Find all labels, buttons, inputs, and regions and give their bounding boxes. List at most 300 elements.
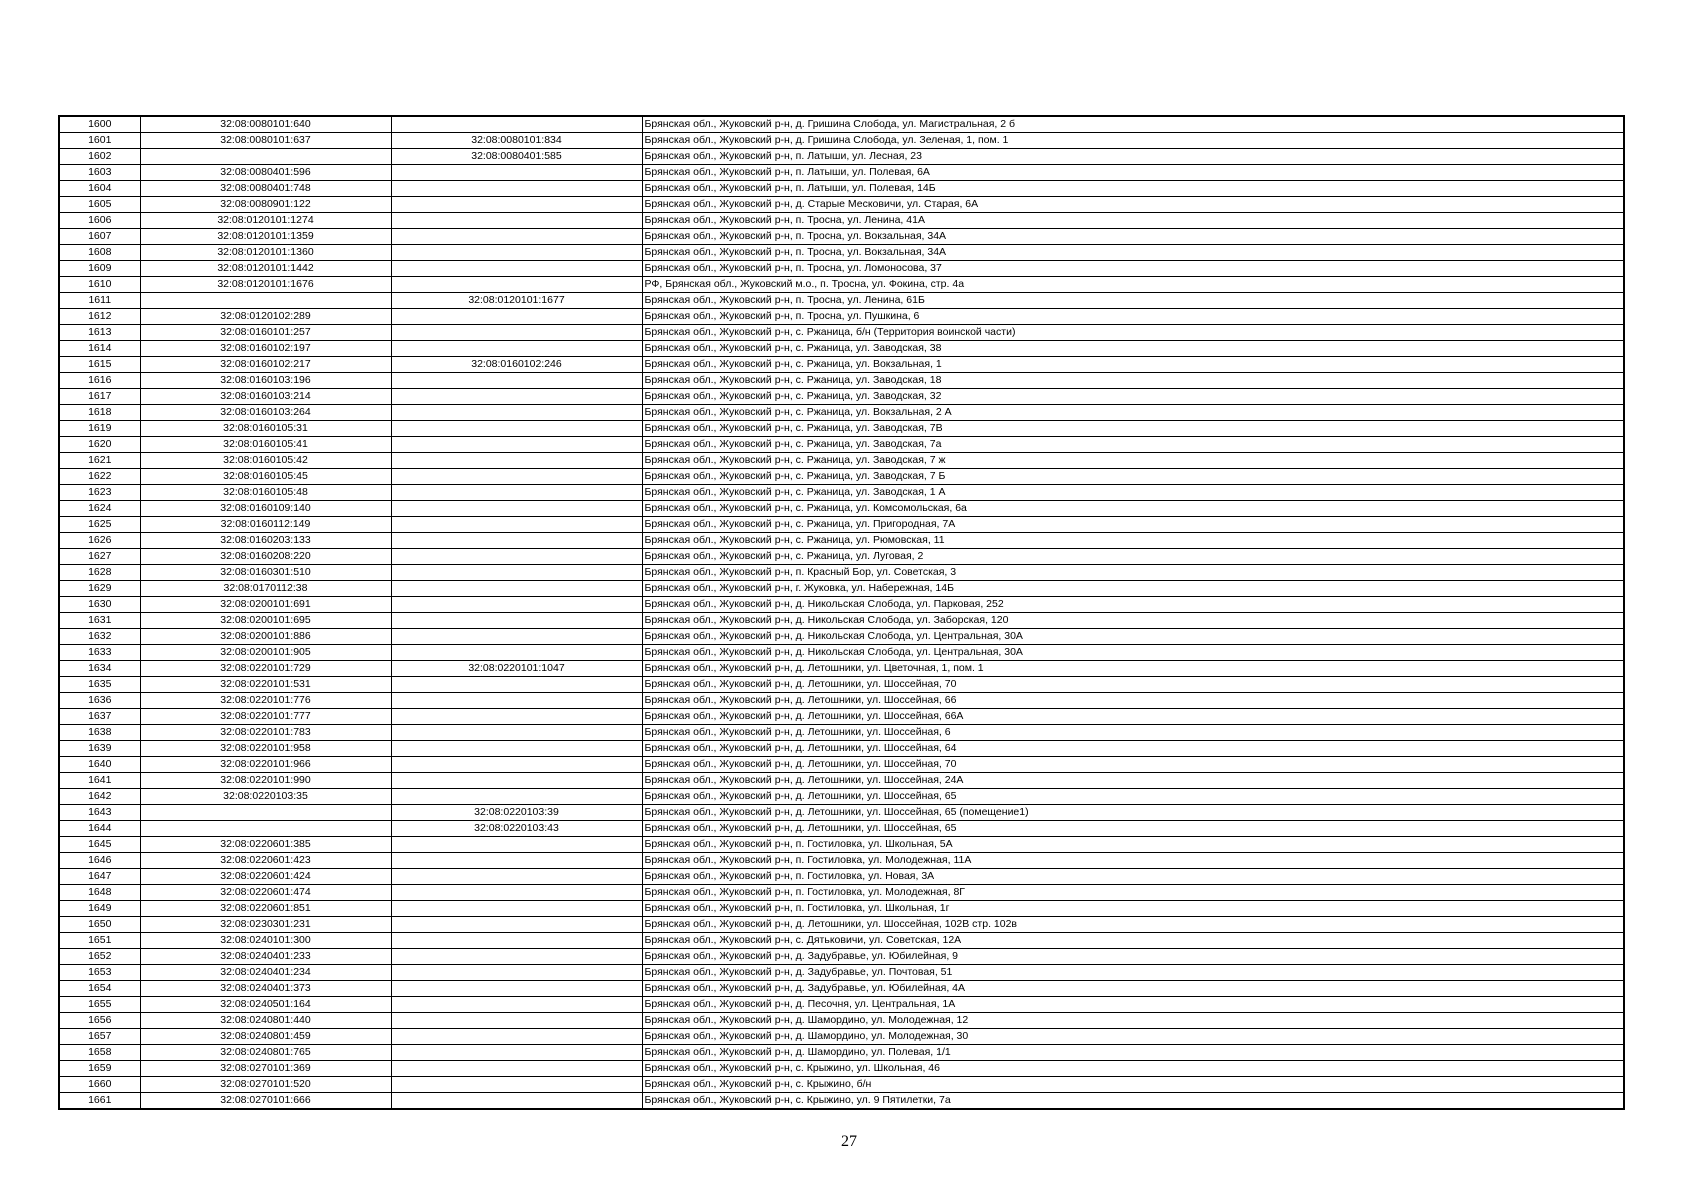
linked-cadastral-number-cell — [391, 197, 642, 213]
table-row — [59, 901, 1624, 917]
row-number-cell: 1652 — [59, 949, 140, 965]
table-row — [59, 693, 1624, 709]
table-row — [59, 421, 1624, 437]
table-row — [59, 885, 1624, 901]
table-row — [59, 309, 1624, 325]
linked-cadastral-number-cell — [391, 213, 642, 229]
cadastral-number-cell: 32:08:0220101:777 — [140, 709, 391, 725]
cadastral-number-cell: 32:08:0240401:233 — [140, 949, 391, 965]
address-cell: Брянская обл., Жуковский р-н, с. Ржаница, ул. Заводская, 7а — [642, 437, 1624, 453]
address-cell: Брянская обл., Жуковский р-н, д. Задубравье, ул. Юбилейная, 4А — [642, 981, 1624, 997]
linked-cadastral-number-cell — [391, 229, 642, 245]
table-row — [59, 501, 1624, 517]
row-number-cell: 1605 — [59, 197, 140, 213]
cadastral-number-cell: 32:08:0220101:729 — [140, 661, 391, 677]
address-cell: Брянская обл., Жуковский р-н, с. Ржаница, б/н (Территория воинской части) — [642, 325, 1624, 341]
table-row — [59, 469, 1624, 485]
linked-cadastral-number-cell: 32:08:0220101:1047 — [391, 661, 642, 677]
linked-cadastral-number-cell — [391, 341, 642, 357]
cadastral-number-cell: 32:08:0080901:122 — [140, 197, 391, 213]
table-row — [59, 293, 1624, 309]
table-row — [59, 949, 1624, 965]
linked-cadastral-number-cell — [391, 613, 642, 629]
cadastral-number-cell: 32:08:0160103:214 — [140, 389, 391, 405]
linked-cadastral-number-cell — [391, 885, 642, 901]
address-cell: Брянская обл., Жуковский р-н, п. Гостиловка, ул. Молодежная, 11А — [642, 853, 1624, 869]
cadastral-number-cell: 32:08:0160203:133 — [140, 533, 391, 549]
table-row — [59, 341, 1624, 357]
cadastral-number-cell: 32:08:0080401:596 — [140, 165, 391, 181]
linked-cadastral-number-cell — [391, 1045, 642, 1061]
cadastral-number-cell: 32:08:0220101:531 — [140, 677, 391, 693]
address-cell: Брянская обл., Жуковский р-н, п. Тросна, ул. Пушкина, 6 — [642, 309, 1624, 325]
row-number-cell: 1655 — [59, 997, 140, 1013]
table-row — [59, 597, 1624, 613]
row-number-cell: 1607 — [59, 229, 140, 245]
table-row — [59, 997, 1624, 1013]
cadastral-number-cell: 32:08:0160208:220 — [140, 549, 391, 565]
cadastral-number-cell: 32:08:0160105:42 — [140, 453, 391, 469]
cadastral-number-cell: 32:08:0080401:748 — [140, 181, 391, 197]
row-number-cell: 1625 — [59, 517, 140, 533]
address-cell: Брянская обл., Жуковский р-н, д. Летошники, ул. Шоссейная, 6 — [642, 725, 1624, 741]
row-number-cell: 1645 — [59, 837, 140, 853]
cadastral-number-cell: 32:08:0220601:474 — [140, 885, 391, 901]
address-cell: Брянская обл., Жуковский р-н, с. Дятьковичи, ул. Советская, 12А — [642, 933, 1624, 949]
row-number-cell: 1620 — [59, 437, 140, 453]
address-cell: Брянская обл., Жуковский р-н, д. Шамордино, ул. Полевая, 1/1 — [642, 1045, 1624, 1061]
address-cell: Брянская обл., Жуковский р-н, п. Тросна, ул. Вокзальная, 34А — [642, 229, 1624, 245]
cadastral-number-cell: 32:08:0270101:369 — [140, 1061, 391, 1077]
address-cell: Брянская обл., Жуковский р-н, д. Гришина Слобода, ул. Магистральная, 2 б — [642, 116, 1624, 133]
linked-cadastral-number-cell: 32:08:0220103:39 — [391, 805, 642, 821]
row-number-cell: 1602 — [59, 149, 140, 165]
address-cell: Брянская обл., Жуковский р-н, с. Ржаница, ул. Пригородная, 7А — [642, 517, 1624, 533]
address-cell: Брянская обл., Жуковский р-н, п. Латыши, ул. Лесная, 23 — [642, 149, 1624, 165]
table-row — [59, 453, 1624, 469]
address-cell: Брянская обл., Жуковский р-н, д. Никольская Слобода, ул. Центральная, 30А — [642, 629, 1624, 645]
linked-cadastral-number-cell: 32:08:0080401:585 — [391, 149, 642, 165]
row-number-cell: 1642 — [59, 789, 140, 805]
address-cell: Брянская обл., Жуковский р-н, д. Летошники, ул. Шоссейная, 102В стр. 102в — [642, 917, 1624, 933]
linked-cadastral-number-cell — [391, 693, 642, 709]
linked-cadastral-number-cell — [391, 677, 642, 693]
table-body — [59, 116, 1624, 1109]
cadastral-number-cell: 32:08:0120102:289 — [140, 309, 391, 325]
linked-cadastral-number-cell — [391, 421, 642, 437]
address-cell: Брянская обл., Жуковский р-н, д. Летошники, ул. Шоссейная, 70 — [642, 677, 1624, 693]
address-cell: Брянская обл., Жуковский р-н, с. Ржаница, ул. Луговая, 2 — [642, 549, 1624, 565]
property-table — [58, 115, 1625, 1110]
cadastral-number-cell: 32:08:0220101:776 — [140, 693, 391, 709]
address-cell: Брянская обл., Жуковский р-н, с. Ржаница, ул. Заводская, 18 — [642, 373, 1624, 389]
table-row — [59, 437, 1624, 453]
row-number-cell: 1627 — [59, 549, 140, 565]
row-number-cell: 1631 — [59, 613, 140, 629]
row-number-cell: 1606 — [59, 213, 140, 229]
address-cell: Брянская обл., Жуковский р-н, д. Летошники, ул. Шоссейная, 65 (помещение1) — [642, 805, 1624, 821]
cadastral-number-cell: 32:08:0120101:1359 — [140, 229, 391, 245]
linked-cadastral-number-cell — [391, 277, 642, 293]
row-number-cell: 1636 — [59, 693, 140, 709]
cadastral-number-cell: 32:08:0200101:905 — [140, 645, 391, 661]
row-number-cell: 1603 — [59, 165, 140, 181]
address-cell: Брянская обл., Жуковский р-н, с. Крыжино, ул. Школьная, 46 — [642, 1061, 1624, 1077]
cadastral-number-cell: 32:08:0220101:966 — [140, 757, 391, 773]
address-cell: Брянская обл., Жуковский р-н, с. Ржаница, ул. Заводская, 32 — [642, 389, 1624, 405]
address-cell: Брянская обл., Жуковский р-н, с. Ржаница, ул. Заводская, 7 ж — [642, 453, 1624, 469]
row-number-cell: 1600 — [59, 116, 140, 133]
address-cell: Брянская обл., Жуковский р-н, д. Летошники, ул. Шоссейная, 24А — [642, 773, 1624, 789]
linked-cadastral-number-cell — [391, 453, 642, 469]
table-row — [59, 245, 1624, 261]
linked-cadastral-number-cell — [391, 501, 642, 517]
row-number-cell: 1641 — [59, 773, 140, 789]
table-row — [59, 981, 1624, 997]
address-cell: Брянская обл., Жуковский р-н, п. Тросна, ул. Ленина, 61Б — [642, 293, 1624, 309]
address-cell: Брянская обл., Жуковский р-н, с. Ржаница, ул. Комсомольская, 6а — [642, 501, 1624, 517]
linked-cadastral-number-cell: 32:08:0160102:246 — [391, 357, 642, 373]
linked-cadastral-number-cell — [391, 165, 642, 181]
row-number-cell: 1648 — [59, 885, 140, 901]
table-row — [59, 661, 1624, 677]
linked-cadastral-number-cell — [391, 1093, 642, 1110]
row-number-cell: 1653 — [59, 965, 140, 981]
address-cell: Брянская обл., Жуковский р-н, д. Гришина Слобода, ул. Зеленая, 1, пом. 1 — [642, 133, 1624, 149]
linked-cadastral-number-cell — [391, 901, 642, 917]
row-number-cell: 1630 — [59, 597, 140, 613]
table-row — [59, 917, 1624, 933]
row-number-cell: 1637 — [59, 709, 140, 725]
table-row — [59, 1045, 1624, 1061]
linked-cadastral-number-cell — [391, 405, 642, 421]
table-row — [59, 789, 1624, 805]
address-cell: Брянская обл., Жуковский р-н, п. Гостиловка, ул. Новая, 3А — [642, 869, 1624, 885]
address-cell: Брянская обл., Жуковский р-н, с. Ржаница, ул. Вокзальная, 1 — [642, 357, 1624, 373]
cadastral-number-cell: 32:08:0240801:765 — [140, 1045, 391, 1061]
address-cell: Брянская обл., Жуковский р-н, с. Ржаница, ул. Вокзальная, 2 А — [642, 405, 1624, 421]
cadastral-number-cell — [140, 821, 391, 837]
row-number-cell: 1656 — [59, 1013, 140, 1029]
table-row — [59, 773, 1624, 789]
linked-cadastral-number-cell — [391, 789, 642, 805]
linked-cadastral-number-cell — [391, 853, 642, 869]
address-cell: Брянская обл., Жуковский р-н, с. Ржаница, ул. Заводская, 7 Б — [642, 469, 1624, 485]
linked-cadastral-number-cell — [391, 997, 642, 1013]
linked-cadastral-number-cell — [391, 597, 642, 613]
row-number-cell: 1614 — [59, 341, 140, 357]
table-row — [59, 581, 1624, 597]
linked-cadastral-number-cell: 32:08:0120101:1677 — [391, 293, 642, 309]
cadastral-number-cell: 32:08:0220101:783 — [140, 725, 391, 741]
table-row — [59, 677, 1624, 693]
row-number-cell: 1609 — [59, 261, 140, 277]
table-row — [59, 613, 1624, 629]
linked-cadastral-number-cell — [391, 533, 642, 549]
linked-cadastral-number-cell: 32:08:0220103:43 — [391, 821, 642, 837]
address-cell: Брянская обл., Жуковский р-н, д. Никольская Слобода, ул. Заборская, 120 — [642, 613, 1624, 629]
row-number-cell: 1612 — [59, 309, 140, 325]
linked-cadastral-number-cell — [391, 917, 642, 933]
row-number-cell: 1601 — [59, 133, 140, 149]
row-number-cell: 1649 — [59, 901, 140, 917]
cadastral-number-cell: 32:08:0170112:38 — [140, 581, 391, 597]
linked-cadastral-number-cell — [391, 389, 642, 405]
table-row — [59, 197, 1624, 213]
row-number-cell: 1639 — [59, 741, 140, 757]
row-number-cell: 1617 — [59, 389, 140, 405]
cadastral-number-cell: 32:08:0120101:1274 — [140, 213, 391, 229]
address-cell: Брянская обл., Жуковский р-н, д. Шамордино, ул. Молодежная, 30 — [642, 1029, 1624, 1045]
cadastral-number-cell: 32:08:0120101:1442 — [140, 261, 391, 277]
linked-cadastral-number-cell — [391, 581, 642, 597]
linked-cadastral-number-cell — [391, 629, 642, 645]
row-number-cell: 1613 — [59, 325, 140, 341]
address-cell: Брянская обл., Жуковский р-н, с. Ржаница, ул. Заводская, 38 — [642, 341, 1624, 357]
cadastral-number-cell: 32:08:0160102:217 — [140, 357, 391, 373]
cadastral-number-cell: 32:08:0220103:35 — [140, 789, 391, 805]
address-cell: Брянская обл., Жуковский р-н, п. Гостиловка, ул. Школьная, 5А — [642, 837, 1624, 853]
cadastral-number-cell: 32:08:0200101:691 — [140, 597, 391, 613]
row-number-cell: 1651 — [59, 933, 140, 949]
row-number-cell: 1628 — [59, 565, 140, 581]
table-row — [59, 517, 1624, 533]
linked-cadastral-number-cell — [391, 1077, 642, 1093]
address-cell: Брянская обл., Жуковский р-н, п. Латыши, ул. Полевая, 14Б — [642, 181, 1624, 197]
row-number-cell: 1632 — [59, 629, 140, 645]
cadastral-number-cell: 32:08:0080101:640 — [140, 116, 391, 133]
linked-cadastral-number-cell — [391, 709, 642, 725]
linked-cadastral-number-cell — [391, 437, 642, 453]
address-cell: Брянская обл., Жуковский р-н, д. Летошники, ул. Шоссейная, 66 — [642, 693, 1624, 709]
address-cell: Брянская обл., Жуковский р-н, п. Тросна, ул. Ленина, 41А — [642, 213, 1624, 229]
row-number-cell: 1657 — [59, 1029, 140, 1045]
row-number-cell: 1640 — [59, 757, 140, 773]
linked-cadastral-number-cell — [391, 565, 642, 581]
cadastral-number-cell: 32:08:0160102:197 — [140, 341, 391, 357]
table-row — [59, 549, 1624, 565]
table-row — [59, 325, 1624, 341]
cadastral-number-cell: 32:08:0120101:1676 — [140, 277, 391, 293]
linked-cadastral-number-cell — [391, 517, 642, 533]
row-number-cell: 1615 — [59, 357, 140, 373]
address-cell: Брянская обл., Жуковский р-н, д. Летошники, ул. Шоссейная, 66А — [642, 709, 1624, 725]
cadastral-number-cell: 32:08:0120101:1360 — [140, 245, 391, 261]
cadastral-number-cell: 32:08:0270101:666 — [140, 1093, 391, 1110]
row-number-cell: 1658 — [59, 1045, 140, 1061]
cadastral-number-cell: 32:08:0220601:385 — [140, 837, 391, 853]
address-cell: Брянская обл., Жуковский р-н, д. Задубравье, ул. Почтовая, 51 — [642, 965, 1624, 981]
table-row — [59, 133, 1624, 149]
row-number-cell: 1661 — [59, 1093, 140, 1110]
table-row — [59, 533, 1624, 549]
table-row — [59, 725, 1624, 741]
row-number-cell: 1660 — [59, 1077, 140, 1093]
address-cell: РФ, Брянская обл., Жуковский м.о., п. Тросна, ул. Фокина, стр. 4а — [642, 277, 1624, 293]
address-cell: Брянская обл., Жуковский р-н, с. Ржаница, ул. Заводская, 7В — [642, 421, 1624, 437]
linked-cadastral-number-cell — [391, 485, 642, 501]
linked-cadastral-number-cell — [391, 933, 642, 949]
row-number-cell: 1634 — [59, 661, 140, 677]
row-number-cell: 1646 — [59, 853, 140, 869]
address-cell: Брянская обл., Жуковский р-н, п. Латыши, ул. Полевая, 6А — [642, 165, 1624, 181]
linked-cadastral-number-cell — [391, 261, 642, 277]
page-number: 27 — [841, 1133, 857, 1150]
address-cell: Брянская обл., Жуковский р-н, с. Крыжино, ул. 9 Пятилетки, 7а — [642, 1093, 1624, 1110]
cadastral-number-cell: 32:08:0220601:424 — [140, 869, 391, 885]
linked-cadastral-number-cell — [391, 773, 642, 789]
row-number-cell: 1629 — [59, 581, 140, 597]
row-number-cell: 1610 — [59, 277, 140, 293]
address-cell: Брянская обл., Жуковский р-н, д. Никольская Слобода, ул. Центральная, 30А — [642, 645, 1624, 661]
row-number-cell: 1618 — [59, 405, 140, 421]
address-cell: Брянская обл., Жуковский р-н, п. Красный Бор, ул. Советская, 3 — [642, 565, 1624, 581]
cadastral-number-cell: 32:08:0240801:459 — [140, 1029, 391, 1045]
table-row — [59, 645, 1624, 661]
cadastral-number-cell: 32:08:0160105:45 — [140, 469, 391, 485]
cadastral-number-cell: 32:08:0160101:257 — [140, 325, 391, 341]
cadastral-number-cell: 32:08:0160103:196 — [140, 373, 391, 389]
linked-cadastral-number-cell — [391, 1029, 642, 1045]
table-row — [59, 261, 1624, 277]
linked-cadastral-number-cell — [391, 645, 642, 661]
table-row — [59, 277, 1624, 293]
row-number-cell: 1608 — [59, 245, 140, 261]
linked-cadastral-number-cell — [391, 981, 642, 997]
row-number-cell: 1616 — [59, 373, 140, 389]
table-row — [59, 869, 1624, 885]
row-number-cell: 1619 — [59, 421, 140, 437]
table-row — [59, 373, 1624, 389]
linked-cadastral-number-cell — [391, 725, 642, 741]
table-row — [59, 709, 1624, 725]
address-cell: Брянская обл., Жуковский р-н, д. Никольская Слобода, ул. Парковая, 252 — [642, 597, 1624, 613]
table-row — [59, 405, 1624, 421]
row-number-cell: 1624 — [59, 501, 140, 517]
table-row — [59, 837, 1624, 853]
cadastral-number-cell: 32:08:0080101:637 — [140, 133, 391, 149]
linked-cadastral-number-cell — [391, 837, 642, 853]
cadastral-number-cell: 32:08:0160301:510 — [140, 565, 391, 581]
table-row — [59, 565, 1624, 581]
cadastral-number-cell — [140, 805, 391, 821]
cadastral-number-cell: 32:08:0240401:234 — [140, 965, 391, 981]
table-row — [59, 1077, 1624, 1093]
table-row — [59, 741, 1624, 757]
cadastral-number-cell: 32:08:0270101:520 — [140, 1077, 391, 1093]
linked-cadastral-number-cell — [391, 1061, 642, 1077]
table-row — [59, 853, 1624, 869]
cadastral-number-cell — [140, 293, 391, 309]
table-row — [59, 1013, 1624, 1029]
row-number-cell: 1626 — [59, 533, 140, 549]
table-row — [59, 933, 1624, 949]
table-row — [59, 116, 1624, 133]
linked-cadastral-number-cell — [391, 116, 642, 133]
table-row — [59, 357, 1624, 373]
cadastral-number-cell: 32:08:0160105:41 — [140, 437, 391, 453]
linked-cadastral-number-cell — [391, 245, 642, 261]
address-cell: Брянская обл., Жуковский р-н, д. Летошники, ул. Цветочная, 1, пом. 1 — [642, 661, 1624, 677]
cadastral-number-cell: 32:08:0220101:958 — [140, 741, 391, 757]
linked-cadastral-number-cell — [391, 949, 642, 965]
row-number-cell: 1635 — [59, 677, 140, 693]
table-row — [59, 149, 1624, 165]
table-row — [59, 1093, 1624, 1110]
cadastral-number-cell — [140, 149, 391, 165]
cadastral-number-cell: 32:08:0240501:164 — [140, 997, 391, 1013]
row-number-cell: 1644 — [59, 821, 140, 837]
row-number-cell: 1633 — [59, 645, 140, 661]
linked-cadastral-number-cell — [391, 741, 642, 757]
row-number-cell: 1654 — [59, 981, 140, 997]
linked-cadastral-number-cell — [391, 181, 642, 197]
address-cell: Брянская обл., Жуковский р-н, д. Старые Месковичи, ул. Старая, 6А — [642, 197, 1624, 213]
row-number-cell: 1622 — [59, 469, 140, 485]
address-cell: Брянская обл., Жуковский р-н, с. Ржаница, ул. Заводская, 1 А — [642, 485, 1624, 501]
address-cell: Брянская обл., Жуковский р-н, п. Гостиловка, ул. Молодежная, 8Г — [642, 885, 1624, 901]
row-number-cell: 1659 — [59, 1061, 140, 1077]
linked-cadastral-number-cell: 32:08:0080101:834 — [391, 133, 642, 149]
cadastral-number-cell: 32:08:0160103:264 — [140, 405, 391, 421]
row-number-cell: 1611 — [59, 293, 140, 309]
table-row — [59, 629, 1624, 645]
row-number-cell: 1643 — [59, 805, 140, 821]
address-cell: Брянская обл., Жуковский р-н, д. Летошники, ул. Шоссейная, 64 — [642, 741, 1624, 757]
table-row — [59, 389, 1624, 405]
address-cell: Брянская обл., Жуковский р-н, д. Задубравье, ул. Юбилейная, 9 — [642, 949, 1624, 965]
address-cell: Брянская обл., Жуковский р-н, с. Крыжино, б/н — [642, 1077, 1624, 1093]
row-number-cell: 1647 — [59, 869, 140, 885]
cadastral-number-cell: 32:08:0160112:149 — [140, 517, 391, 533]
cadastral-number-cell: 32:08:0240801:440 — [140, 1013, 391, 1029]
cadastral-number-cell: 32:08:0240101:300 — [140, 933, 391, 949]
address-cell: Брянская обл., Жуковский р-н, д. Летошники, ул. Шоссейная, 65 — [642, 789, 1624, 805]
cadastral-number-cell: 32:08:0160105:48 — [140, 485, 391, 501]
table-row — [59, 757, 1624, 773]
address-cell: Брянская обл., Жуковский р-н, д. Шамордино, ул. Молодежная, 12 — [642, 1013, 1624, 1029]
table-row — [59, 165, 1624, 181]
linked-cadastral-number-cell — [391, 965, 642, 981]
table-row — [59, 1029, 1624, 1045]
table-row — [59, 805, 1624, 821]
cadastral-number-cell: 32:08:0230301:231 — [140, 917, 391, 933]
table-row — [59, 229, 1624, 245]
table-row — [59, 485, 1624, 501]
table-row — [59, 181, 1624, 197]
cadastral-number-cell: 32:08:0220601:423 — [140, 853, 391, 869]
linked-cadastral-number-cell — [391, 325, 642, 341]
cadastral-number-cell: 32:08:0240401:373 — [140, 981, 391, 997]
cadastral-number-cell: 32:08:0160109:140 — [140, 501, 391, 517]
table-row — [59, 965, 1624, 981]
cadastral-number-cell: 32:08:0160105:31 — [140, 421, 391, 437]
address-cell: Брянская обл., Жуковский р-н, п. Гостиловка, ул. Школьная, 1г — [642, 901, 1624, 917]
address-cell: Брянская обл., Жуковский р-н, г. Жуковка, ул. Набережная, 14Б — [642, 581, 1624, 597]
row-number-cell: 1650 — [59, 917, 140, 933]
address-cell: Брянская обл., Жуковский р-н, с. Ржаница, ул. Рюмовская, 11 — [642, 533, 1624, 549]
linked-cadastral-number-cell — [391, 469, 642, 485]
row-number-cell: 1623 — [59, 485, 140, 501]
linked-cadastral-number-cell — [391, 1013, 642, 1029]
address-cell: Брянская обл., Жуковский р-н, п. Тросна, ул. Ломоносова, 37 — [642, 261, 1624, 277]
row-number-cell: 1621 — [59, 453, 140, 469]
table-row — [59, 1061, 1624, 1077]
address-cell: Брянская обл., Жуковский р-н, п. Тросна, ул. Вокзальная, 34А — [642, 245, 1624, 261]
cadastral-number-cell: 32:08:0220101:990 — [140, 773, 391, 789]
row-number-cell: 1638 — [59, 725, 140, 741]
table-row — [59, 821, 1624, 837]
